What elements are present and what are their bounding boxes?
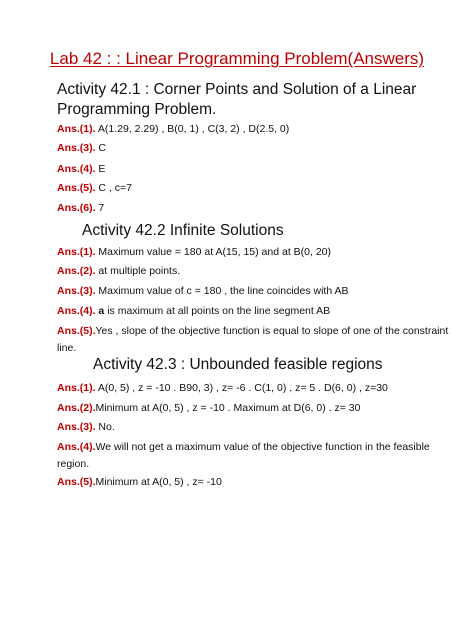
- answer-label: Ans.(3).: [57, 285, 96, 297]
- answer-item: [57, 419, 457, 436]
- answer-text: Maximum value of c = 180 , the line coincides with AB: [95, 285, 349, 297]
- answer-item: [57, 140, 457, 157]
- section-heading-42-3: Activity 42.3 : Unbounded feasible regions: [93, 356, 383, 373]
- answer-label: Ans.(4).: [57, 163, 96, 175]
- answer-text: Minimum at A(0, 5) , z= -10: [95, 476, 222, 488]
- answer-text: E: [95, 163, 106, 175]
- page-title: Lab 42 : : Linear Programming Problem(Answers): [49, 49, 425, 68]
- answer-label: Ans.(5).: [57, 476, 96, 488]
- answer-text: Yes , slope of the objective function is equal to slope of one of the constraint line.: [57, 325, 449, 354]
- answer-label: Ans.(4).: [57, 305, 96, 317]
- answer-text: C , c=7: [95, 182, 132, 194]
- answer-item: [57, 474, 457, 491]
- answer-text: Maximum value = 180 at A(15, 15) and at B(0, 20): [95, 246, 332, 258]
- answer-label: Ans.(2).: [57, 265, 96, 277]
- answer-item: [57, 439, 457, 473]
- answer-label: Ans.(5).: [57, 325, 96, 337]
- answer-item: [57, 380, 457, 397]
- answer-label: Ans.(3).: [57, 142, 96, 154]
- answer-item: [57, 161, 457, 178]
- answer-text: Minimum at A(0, 5) , z = -10 . Maximum at D(6, 0) . z= 30: [95, 402, 361, 414]
- answer-item: [57, 263, 457, 280]
- answer-label: Ans.(4).: [57, 441, 96, 453]
- answer-item: [57, 323, 457, 357]
- answer-text: is maximum at all points on the line segment AB: [104, 305, 331, 317]
- answer-label: Ans.(2).: [57, 402, 96, 414]
- answer-text: A(0, 5) , z = -10 . B90, 3) , z= -6 . C(1, 0) , z= 5 . D(6, 0) , z=30: [95, 382, 388, 394]
- answer-label: Ans.(1).: [57, 382, 96, 394]
- answer-label: Ans.(1).: [57, 123, 96, 135]
- answer-item: [57, 200, 457, 217]
- answer-item: [57, 400, 457, 417]
- answer-text: C: [95, 142, 107, 154]
- answer-text: 7: [95, 202, 105, 214]
- answer-label: Ans.(3).: [57, 421, 96, 433]
- answer-item: [57, 180, 457, 197]
- section-heading-42-2: Activity 42.2 Infinite Solutions: [82, 222, 284, 239]
- answer-item: [57, 244, 457, 261]
- section-heading-42-1: Activity 42.1 : Corner Points and Solution of a Linear Programming Problem.: [57, 81, 417, 118]
- answer-emphasis: a: [95, 305, 105, 317]
- answer-label: Ans.(5).: [57, 182, 96, 194]
- answer-item: [57, 121, 457, 138]
- answer-text: at multiple points.: [95, 265, 181, 277]
- answer-item: [57, 283, 457, 300]
- answer-item: [57, 303, 457, 320]
- answer-text: We will not get a maximum value of the objective function in the feasible region.: [57, 441, 430, 470]
- answer-label: Ans.(6).: [57, 202, 96, 214]
- answer-text: No.: [95, 421, 115, 433]
- answer-label: Ans.(1).: [57, 246, 96, 258]
- answer-text: A(1.29, 2.29) , B(0, 1) , C(3, 2) , D(2.5, 0): [95, 123, 290, 135]
